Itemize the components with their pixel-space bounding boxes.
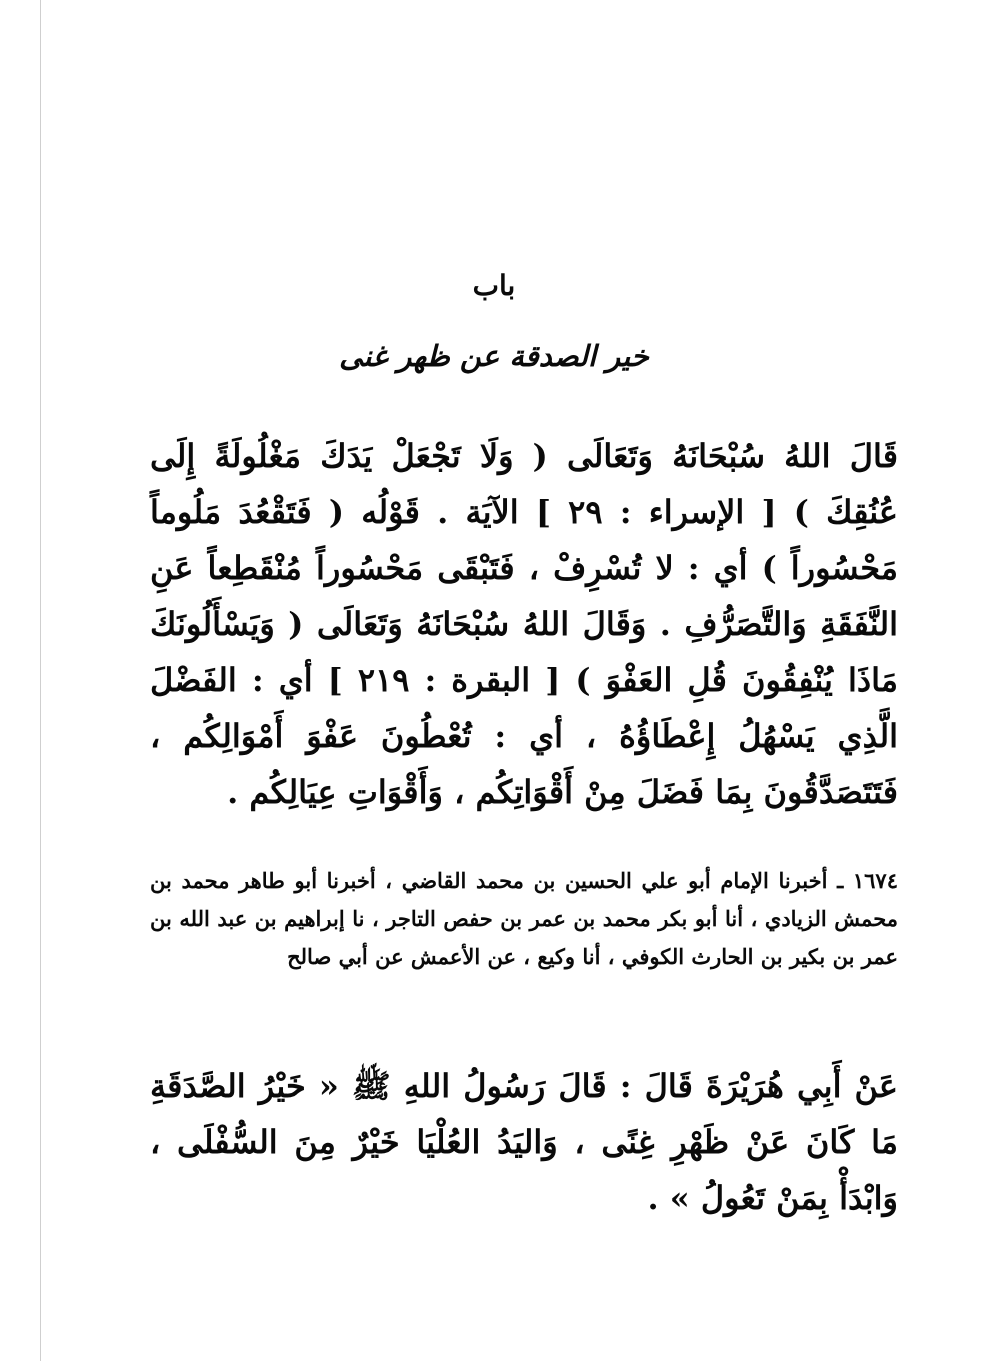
commentary-text: قَالَ اللهُ سُبْحَانَهُ وَتَعَالَى ( وَلَا تَجْعَلْ يَدَكَ مَغْلُولَةً إِلَى عُنُقِكَ ) [ الإسراء : ٢٩ ] الآيَة . قَوْلُه ( فَتَقْعُدَ مَلُوماً مَحْسُوراً ) أي : لا تُسْرِفْ ، فَتَبْقَى مَحْسُوراً مُنْقَطِعاً عَنِ النَّفَقَةِ وَالتَّصَرُّفِ . وَقَالَ اللهُ سُبْحَانَهُ وَتَعَالَى ( وَيَسْأَلُونَكَ مَاذَا يُنْفِقُونَ قُلِ العَفْوَ ) [ البقرة : ٢١٩ ] أي : الفَضْلَ الَّذِي يَسْهُلُ إِعْطَاؤُهُ ، أي : تُعْطُونَ عَفْوَ أَمْوَالِكُم ، فَتَتَصَدَّقُونَ بِمَا فَضَلَ مِنْ أَقْوَاتِكُم ، وَأَقْوَاتِ عِيَالِكُم . xyxy=(150,437,899,811)
chapter-label: باب xyxy=(472,269,516,302)
isnad-paragraph xyxy=(150,862,898,976)
page-edge-line xyxy=(40,0,41,1361)
isnad-text: ١٦٧٤ ـ أخبرنا الإمام أبو علي الحسين بن محمد القاضي ، أخبرنا أبو طاهر محمد بن محمش الزيادي ، أنا أبو بكر محمد بن عمر بن حفص التاجر ، نا إبراهيم بن عبد الله بن عمر بن بكير بن الحارث الكوفي ، أنا وكيع ، عن الأعمش عن أبي صالح xyxy=(150,868,898,969)
commentary-paragraph xyxy=(150,428,898,820)
hadith-text: عَنْ أَبِي هُرَيْرَةَ قَالَ : قَالَ رَسُولُ اللهِ ﷺ « خَيْرُ الصَّدَقَةِ مَا كَانَ عَنْ ظَهْرِ غِنًى ، وَاليَدُ العُلْيَا خَيْرٌ مِنَ السُّفْلَى ، وَابْدَأْ بِمَنْ تَعُولُ » . xyxy=(150,1067,898,1217)
chapter-title: خير الصدقة عن ظهر غنى xyxy=(339,339,649,373)
hadith-paragraph xyxy=(150,1058,898,1226)
